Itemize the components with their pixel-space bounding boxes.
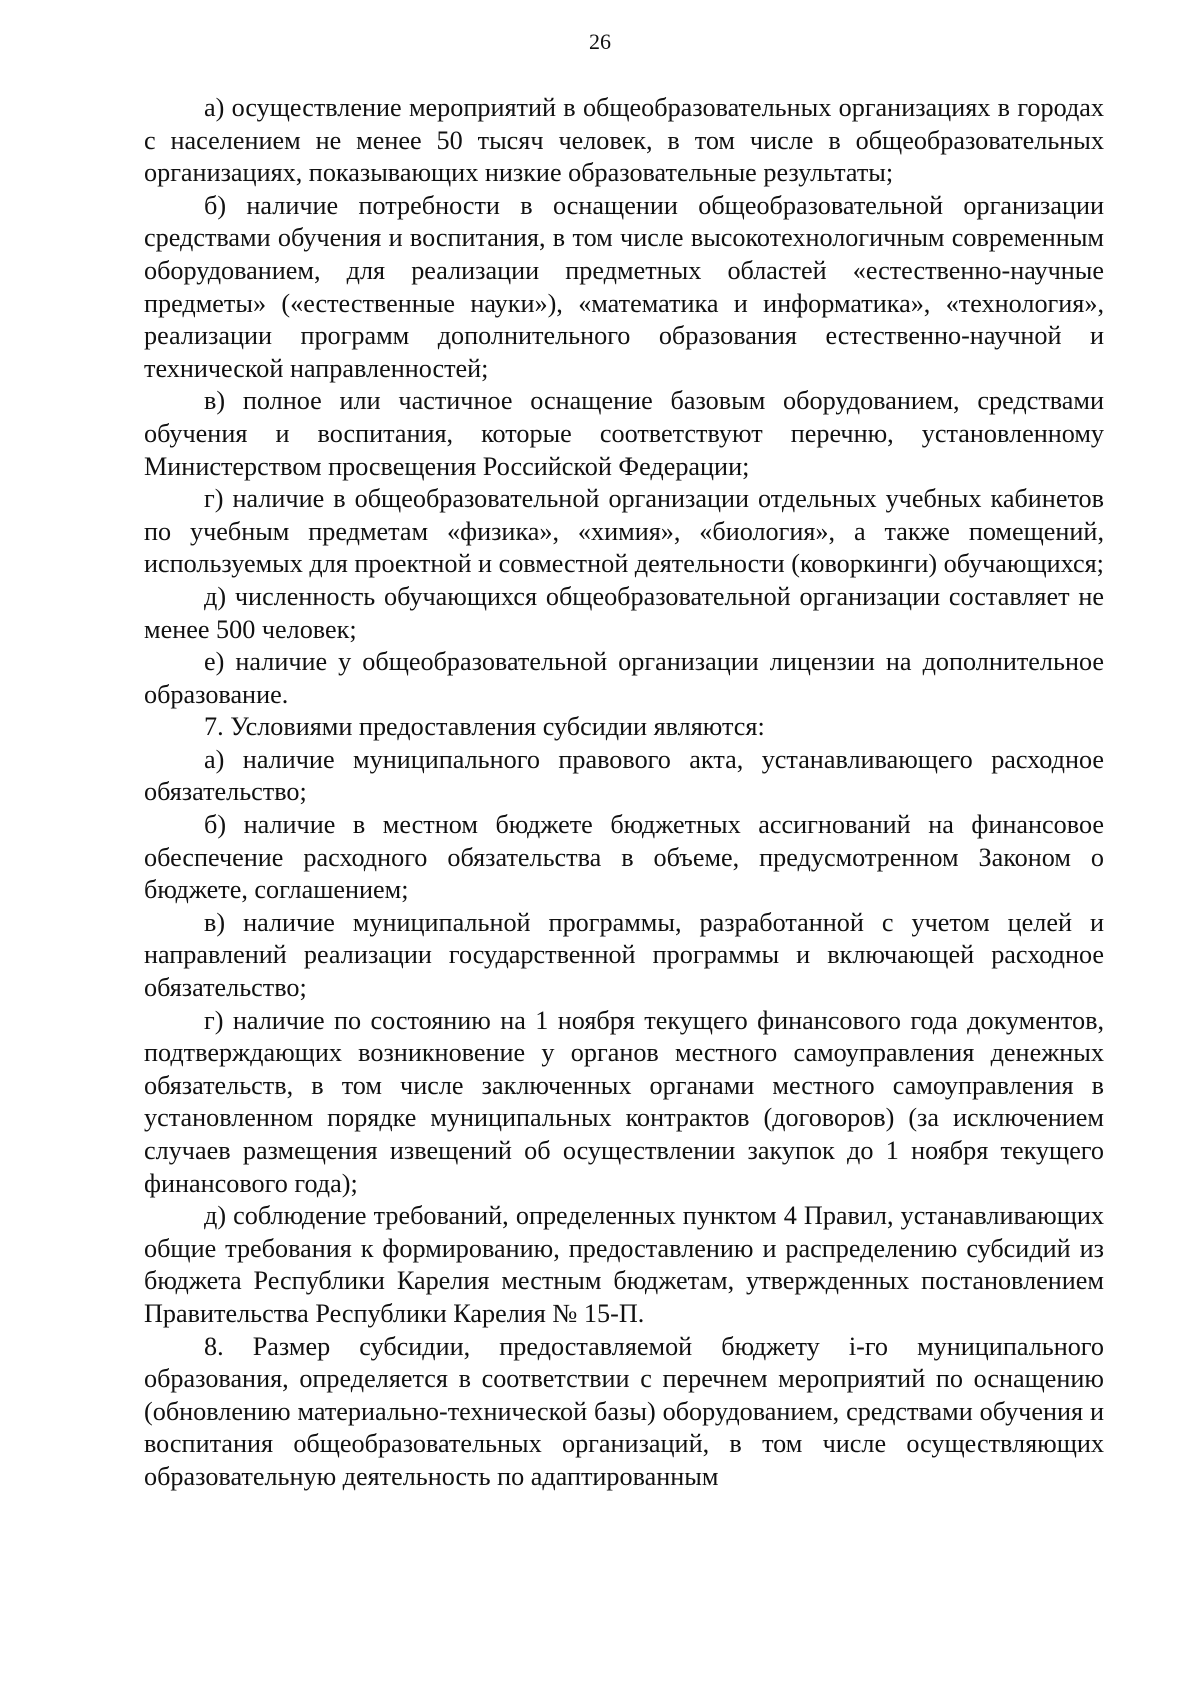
paragraph-condition-v: в) наличие муниципальной программы, разработанной с учетом целей и направлений реализации государственной программы и включающей расходное обязательство; <box>144 907 1104 1003</box>
paragraph-criteria-b: б) наличие потребности в оснащении общеобразовательной организации средствами обучения и воспитания, в том числе высокотехнологичным современным оборудованием, для реализации предметных областей «естественно-научные предметы» («естественные науки»), «математика и информатика», «технология», реализации программ дополнительного образования естественно-научной и технической направленностей; <box>144 190 1104 383</box>
paragraph-condition-d: д) соблюдение требований, определенных пунктом 4 Правил, устанавливающих общие требования к формированию, предоставлению и распределению субсидий из бюджета Республики Карелия местным бюджетам, утвержденных постановлением Правительства Республики Карелия № 15-П. <box>144 1201 1104 1328</box>
paragraph-condition-a: а) наличие муниципального правового акта, устанавливающего расходное обязательство; <box>144 744 1104 807</box>
paragraph-criteria-e: е) наличие у общеобразовательной организации лицензии на дополнительное образование. <box>144 647 1104 709</box>
paragraph-criteria-g: г) наличие в общеобразовательной организации отдельных учебных кабинетов по учебным предметам «физика», «химия», «биология», а также помещений, используемых для проектной и совместной деятельности (коворкинги) обучающихся; <box>144 484 1104 579</box>
section-8-paragraph: 8. Размер субсидии, предоставляемой бюджету i-го муниципального образования, определяется в соответствии с перечнем мероприятий по оснащению (обновлению материально-технической базы) оборудованием, средствами обучения и воспитания общеобразовательных организаций, в том числе осуществляющих образовательную деятельность по адаптированным <box>144 1331 1104 1491</box>
paragraph-criteria-a: а) осуществление мероприятий в общеобразовательных организациях в городах с населением не менее 50 тысяч человек, в том числе в общеобразовательных организациях, показывающих низкие образовательные результаты; <box>144 93 1104 188</box>
section-7-heading: 7. Условиями предоставления субсидии являются: <box>204 712 765 742</box>
document-body <box>144 92 1104 1494</box>
paragraph-condition-g: г) наличие по состоянию на 1 ноября текущего финансового года документов, подтверждающих возникновение у органов местного самоуправления денежных обязательств, в том числе заключенных органами местного самоуправления в установленном порядке муниципальных контрактов (договоров) (за исключением случаев размещения извещений об осуществлении закупок до 1 ноября текущего финансового года); <box>144 1005 1104 1198</box>
page-number: 26 <box>589 29 611 54</box>
paragraph-condition-b: б) наличие в местном бюджете бюджетных ассигнований на финансовое обеспечение расходного обязательства в объеме, предусмотренном Законом о бюджете, соглашением; <box>144 810 1104 905</box>
paragraph-criteria-d: д) численность обучающихся общеобразовательной организации составляет не менее 500 человек; <box>144 581 1104 644</box>
paragraph-criteria-v: в) полное или частичное оснащение базовым оборудованием, средствами обучения и воспитания, которые соответствуют перечню, установленному Министерством просвещения Российской Федерации; <box>144 386 1104 481</box>
